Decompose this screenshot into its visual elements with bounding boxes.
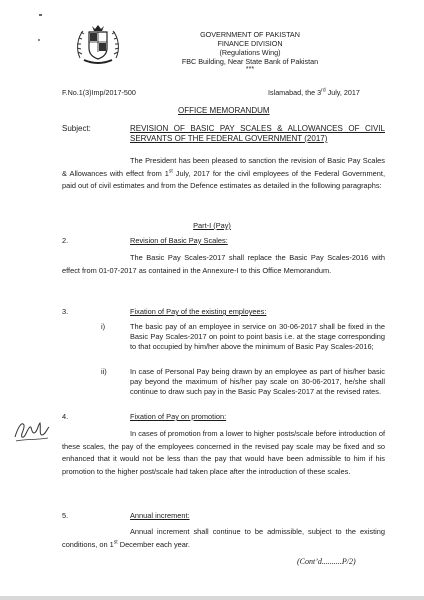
- header-address: FBC Building, Near State Bank of Pakistan: [181, 57, 319, 66]
- section-heading: Annual increment:: [130, 511, 190, 520]
- clause-text: The basic pay of an employee in service on 30-06-2017 shall be fixed in the Basic Pay Scales-2017 on point to point basis i.e. at the stage corresponding to that occupied by him/her above the minimum of Basic Pay Scales-2016;: [130, 322, 385, 351]
- memo-title: OFFICE MEMORANDUM: [178, 106, 270, 115]
- state-emblem-icon: [74, 22, 122, 66]
- clause-number: i): [101, 322, 106, 331]
- section-number: 5.: [62, 511, 69, 520]
- section-number: 4.: [62, 412, 69, 421]
- header-government: GOVERNMENT OF PAKISTAN: [200, 30, 300, 39]
- section-number: 3.: [62, 307, 69, 316]
- handwritten-initials-icon: [12, 415, 52, 447]
- clause-text: In case of Personal Pay being drawn by an employee as part of his/her basic pay beyond the maximum of his/her pay scale on 30-06-2017, he/she shall continue to draw such pay in the Basic Pay Scales-2017 at the revised rates.: [130, 367, 385, 396]
- header-division: FINANCE DIVISION: [217, 39, 283, 48]
- section-heading: Revision of Basic Pay Scales:: [130, 236, 228, 245]
- scan-edge: [0, 596, 424, 600]
- scan-mark: [39, 14, 42, 16]
- section-number: 2.: [62, 236, 69, 245]
- section-heading: Fixation of Pay of the existing employees:: [130, 307, 267, 316]
- subject-text: REVISION OF BASIC PAY SCALES & ALLOWANCES OF CIVIL SERVANTS OF THE FEDERAL GOVERNMENT (2017): [130, 124, 385, 143]
- header-block: [150, 30, 350, 72]
- part-heading: Part-I (Pay): [193, 221, 231, 230]
- file-number: F.No.1(3)Imp/2017-500: [62, 88, 136, 97]
- intro-paragraph: The President has been pleased to sanction the revision of Basic Pay Scales & Allowances with effect from 1st July, 2017 for the civil employees of the Federal Government, paid out of civil estimates and from the Defence estimates as detailed in the following paragraphs:: [62, 156, 385, 191]
- clause-number: ii): [101, 367, 107, 376]
- section-paragraph: Annual increment shall continue to be admissible, subject to the existing conditions, on 1st December each year.: [62, 527, 385, 549]
- section-paragraph: The Basic Pay Scales-2017 shall replace the Basic Pay Scales-2016 with effect from 01-07-2017 as contained in the Annexure-I to this Office Memorandum.: [62, 253, 385, 275]
- subject-label: Subject:: [62, 124, 91, 133]
- header-wing: (Regulations Wing): [219, 48, 281, 57]
- header-stars: ***: [245, 64, 255, 73]
- section-paragraph: In cases of promotion from a lower to higher posts/scale before introduction of these scales, the pay of the employees concerned in the revised pay scale may be fixed and so enhanced that it would not be less than the pay that would have been admissible to him if his promotion to the higher post/scale had taken place after the introduction of these scales.: [62, 429, 385, 476]
- date-line: Islamabad, the 3rd July, 2017: [268, 87, 360, 97]
- section-heading: Fixation of Pay on promotion:: [130, 412, 227, 421]
- scan-mark: [38, 39, 40, 41]
- continued-note: (Cont’d..........P/2): [297, 557, 356, 566]
